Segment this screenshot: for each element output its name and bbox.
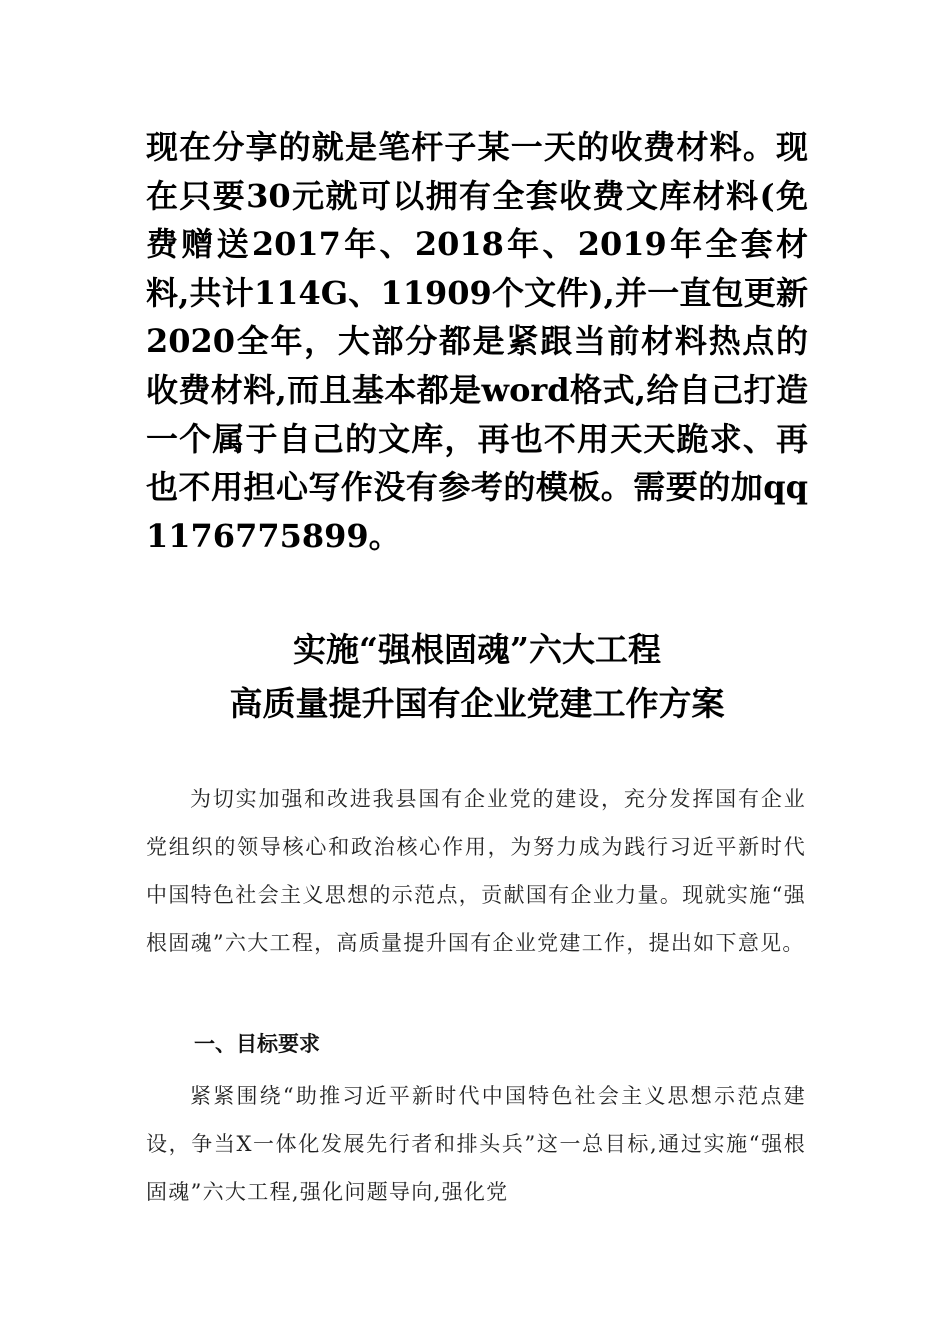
section-heading-goals: 一、目标要求 bbox=[194, 1032, 320, 1056]
intro-paragraph: 为切实加强和改进我县国有企业党的建设，充分发挥国有企业党组织的领导核心和政治核心作用，为努力成为践行习近平新时代中国特色社会主义思想的示范点，贡献国有企业力量。现就实施“强根固魂”六大工程，高质量提升国有企业党建工作，提出如下意见。 bbox=[146, 787, 806, 955]
section-paragraph-goals: 紧紧围绕“助推习近平新时代中国特色社会主义思想示范点建设，争当X一体化发展先行者和排头兵”这一总目标,通过实施“强根固魂”六大工程,强化问题导向,强化党 bbox=[146, 1084, 806, 1204]
promo-paragraph: 现在分享的就是笔杆子某一天的收费材料。现在只要30元就可以拥有全套收费文库材料(免费赠送2017年、2018年、2019年全套材料,共计114G、11909个文件),并一直包更新2020全年，大部分都是紧跟当前材料热点的收费材料,而且基本都是word格式,给自己打造一个属于自己的文库，再也不用天天跪求、再也不用担心写作没有参考的模板。需要的加qq1176775899。 bbox=[146, 128, 808, 555]
document-title-line-2: 高质量提升国有企业党建工作方案 bbox=[229, 684, 725, 723]
document-title-line-1: 实施“强根固魂”六大工程 bbox=[293, 630, 661, 669]
